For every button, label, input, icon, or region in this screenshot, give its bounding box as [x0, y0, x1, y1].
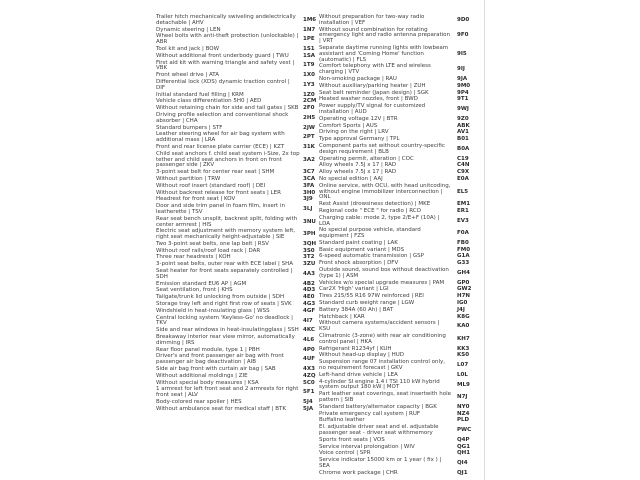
equipment-code: QG1	[457, 443, 471, 450]
equipment-description: Without roof rails/roof load rack | DAR	[156, 247, 261, 254]
table-row	[319, 144, 473, 156]
equipment-description: Vehicles w/o special upgrade measures | PAM	[319, 279, 445, 286]
equipment-description: Comfort telephony with LTE and wireless charging | VTV	[319, 63, 431, 76]
equipment-description: Buffalino leather	[319, 417, 365, 424]
equipment-code: 4L6	[303, 336, 315, 343]
equipment-code: 3LJ	[303, 206, 313, 212]
equipment-code: 4A3	[303, 270, 315, 277]
equipment-code: 5C0	[303, 379, 315, 386]
table-row	[156, 302, 319, 308]
equipment-code: G1A	[457, 253, 470, 260]
equipment-code: NY0	[457, 403, 470, 410]
equipment-description: Standard curb weight range | LGW	[319, 300, 415, 307]
equipment-code: 3FA	[303, 182, 315, 189]
equipment-description: Rest Assist (drowsiness detection) | MKE	[319, 201, 431, 208]
equipment-description: Car2X 'High' variant | LGI	[319, 286, 389, 293]
equipment-description: Dynamic steering | LEN	[156, 26, 221, 33]
equipment-description: Service indicator 15000 km or 1 year ( fix ) | SEA	[319, 457, 442, 469]
equipment-code: 4ZQ	[303, 372, 316, 379]
equipment-code: H7N	[457, 293, 471, 300]
table-row	[156, 113, 319, 125]
equipment-code: 1N7	[303, 26, 316, 33]
equipment-description: Front shock absorption | DFV	[319, 260, 399, 267]
table-row	[156, 132, 319, 144]
equipment-description: Regional code " ECE " for radio | RCO	[319, 207, 421, 214]
equipment-description: Left-hand drive vehicle | LEA	[319, 371, 398, 378]
table-row	[319, 392, 473, 404]
equipment-code: 1T9	[303, 62, 315, 69]
equipment-code: GH4	[457, 269, 470, 276]
table-row	[156, 61, 319, 73]
equipment-description: Without camera systems/accident sensors | KSU	[319, 320, 440, 333]
equipment-description: Rear seat bench unsplit, backrest split, folding with center armrest | HIS	[156, 215, 298, 228]
table-row	[156, 354, 319, 366]
equipment-description: Electric seat adjustment with memory system left, right seat mechanically height-adjustable | SIE	[156, 228, 296, 241]
equipment-description: Leather steering wheel for air bag system with additional mass | LRA	[156, 131, 285, 144]
equipment-description: Side and rear windows in heat-insulatingglass | SSH	[156, 327, 299, 334]
equipment-description: Differential lock (XDS) dynamic traction control | DIF	[156, 78, 290, 91]
equipment-code: 3T2	[303, 254, 315, 261]
equipment-description: Front and rear license plate carrier (ECE) | KZT	[156, 143, 285, 150]
equipment-description: Vehicle class differentiation 5H0 | AED	[156, 98, 262, 105]
equipment-description: Driving profile selection and conventional shock absorber | CHA	[156, 111, 289, 124]
equipment-code: PWC	[457, 427, 472, 434]
equipment-description: 3-point seat belt for center rear seat | SHM	[156, 169, 275, 176]
equipment-description: Three rear headrests | KOH	[156, 254, 231, 261]
equipment-code: QH1	[457, 450, 471, 457]
table-row	[156, 184, 319, 190]
equipment-description: Alloy wheels 7.5J x 17 | RAD	[319, 169, 397, 176]
equipment-description: Driver's and front passenger air bag with front passenger air bag deactivation | AIB	[156, 353, 284, 366]
table-row	[319, 458, 473, 470]
equipment-description: Door and side trim panel in foam film, insert in leatherette | TSV	[156, 203, 285, 215]
equipment-code: EM1	[457, 201, 471, 208]
equipment-code: 4G3	[303, 301, 316, 308]
equipment-code: 3J9	[303, 196, 313, 203]
equipment-code: 4X3	[303, 366, 315, 373]
table-row	[156, 400, 319, 406]
equipment-code: PLD	[457, 417, 470, 424]
equipment-code: 3C7	[303, 169, 315, 176]
equipment-code: J4J	[457, 306, 465, 313]
equipment-description: 3-point seat belts, outer rear with ECE label | SHA	[156, 261, 294, 268]
equipment-description: Emission standard EU6 AP | AGM	[156, 280, 247, 287]
equipment-code: QI4	[457, 460, 468, 467]
equipment-description: El. adjustable driver seat and el. adjustable passenger seat - driver seat withmemory	[319, 424, 439, 436]
equipment-description: Operating voltage 12V | BTR	[319, 115, 398, 122]
table-row	[156, 80, 319, 92]
equipment-code: FM0	[457, 246, 471, 253]
equipment-code: 4P0	[303, 346, 315, 353]
equipment-description: Refrigerant R1234yf | KUH	[319, 345, 392, 352]
table-row	[319, 334, 473, 346]
table-row	[156, 374, 319, 380]
equipment-column-left	[156, 15, 319, 478]
equipment-code: 1X0	[303, 72, 315, 79]
equipment-description: Without retaining chain for side and tail gates | SKB	[156, 105, 299, 112]
table-row	[156, 242, 319, 248]
equipment-code: 4D3	[303, 287, 316, 294]
equipment-description: Tailgate/trunk lid unlocking from outside | SDH	[156, 294, 285, 301]
equipment-code: KA0	[457, 323, 470, 330]
equipment-code: 1Y3	[303, 81, 315, 88]
equipment-code: 5J4	[303, 399, 313, 406]
table-row	[319, 77, 473, 83]
equipment-description: Voice control | SPR	[319, 450, 371, 457]
equipment-description: Charging cable: mode 2, type 2/E+F (10A) | LDA	[319, 214, 440, 227]
table-row	[156, 229, 319, 241]
equipment-description: Without preparation for two-way radio installation | VEF	[319, 14, 425, 26]
table-row	[319, 46, 473, 63]
equipment-code: L0L	[457, 371, 468, 378]
table-row	[156, 54, 319, 60]
equipment-description: Central locking system 'Keyless-Go' no deadlock | TKV	[156, 314, 294, 327]
equipment-code: 9P4	[457, 89, 469, 96]
table-row	[319, 405, 473, 411]
equipment-code: 3NU	[303, 218, 316, 225]
equipment-description: Seat ventilation, front | KHS	[156, 287, 233, 294]
table-row	[156, 407, 319, 413]
table-row	[319, 228, 473, 240]
equipment-description: Alloy wheels 7.5J x 17 | RAD	[319, 162, 397, 169]
equipment-code: 9JA	[457, 75, 468, 82]
equipment-description: First aid kit with warning triangle and safety vest | VBK	[156, 59, 295, 72]
equipment-description: Type approval Germany | TPL	[319, 136, 400, 143]
equipment-code: L07	[457, 362, 469, 369]
equipment-description: Sports front seats | VOS	[319, 436, 385, 443]
equipment-description: No special edition | AAJ	[319, 175, 383, 182]
equipment-description: Non-smoking package | RAU	[319, 75, 397, 82]
equipment-code: G33	[457, 260, 470, 267]
equipment-code: ABK	[457, 122, 470, 129]
equipment-description: Child seat anchors f. child seat system i-Size, 2x top tether and child seat anchors in front on front passenger side | ZKV	[156, 150, 300, 169]
table-row	[319, 380, 473, 392]
equipment-code: 4GF	[303, 307, 316, 314]
equipment-description: 4-cylinder SI engine 1.4 l TSI 110 kW hybrid system output 180 kW | MOT	[319, 378, 440, 391]
equipment-description: Without additional moldings | ZIE	[156, 372, 248, 379]
equipment-table	[156, 15, 473, 478]
equipment-code: B01	[457, 136, 469, 143]
equipment-code: 3S0	[303, 247, 315, 254]
equipment-description: Front wheel drive | ATA	[156, 72, 219, 79]
equipment-code: 9I5	[457, 50, 467, 57]
equipment-description: Breakaway interior rear view mirror, automatically dimming | IRS	[156, 334, 295, 346]
equipment-code: AV1	[457, 129, 469, 136]
table-row	[319, 15, 473, 27]
equipment-description: Two 3-point seat belts, one lap belt | RSV	[156, 240, 269, 247]
equipment-code: EL5	[457, 188, 469, 195]
table-row	[319, 438, 473, 444]
equipment-description: Comfort Sports | AUS	[319, 122, 378, 129]
equipment-description: Standard paint coating | LAK	[319, 239, 398, 246]
equipment-code: 4KC	[303, 327, 315, 334]
equipment-description: Basic equipment variant | MDS	[319, 246, 405, 253]
equipment-code: 3CA	[303, 175, 316, 182]
equipment-code: 1PE	[303, 36, 315, 43]
table-row	[156, 145, 319, 151]
equipment-code: 9F0	[457, 32, 469, 39]
equipment-code: 3ZU	[303, 261, 316, 268]
equipment-description: Side air bag front with curtain air bag | SAB	[156, 366, 276, 373]
equipment-description: Operating permit, alteration | COC	[319, 155, 414, 162]
table-row	[156, 47, 319, 53]
equipment-description: Standard bumpers | STF	[156, 124, 223, 131]
equipment-description: Part leather seat coverings, seat insertwith hole pattern | SIB	[319, 391, 451, 404]
equipment-description: 1 armrest for left front seat and 2 armrests for right front seat | ALV	[156, 386, 299, 399]
equipment-code: 3QH	[303, 240, 317, 247]
equipment-description: Windshield in heat-insulating glass | WSS	[156, 307, 270, 314]
table-row	[319, 360, 473, 372]
equipment-description: Component parts set without country-specific design requirement | BLB	[319, 142, 445, 155]
equipment-description: Without special body measures | KSA	[156, 379, 259, 386]
equipment-description: Headrest for front seat | KOV	[156, 196, 236, 203]
equipment-description: Tires 215/55 R16 97W reinforced | REI	[319, 293, 424, 300]
equipment-description: Driving on the right | LRV	[319, 129, 389, 136]
table-row	[319, 177, 473, 183]
table-row	[319, 321, 473, 333]
table-row	[156, 309, 319, 315]
equipment-code: 9Z0	[457, 115, 469, 122]
equipment-description: Without roof insert (standard roof) | DEI	[156, 182, 266, 189]
equipment-description: Standard battery/alternator capacity | BGK	[319, 403, 437, 410]
equipment-code: Q4P	[457, 436, 470, 443]
equipment-code: 4E0	[303, 294, 315, 301]
equipment-description: Wheel bolts with anti-theft protection (unlockable) | ABR	[156, 33, 299, 46]
equipment-code: GW2	[457, 286, 472, 293]
equipment-description: Without sound combination for rotating emergency light and radio antenna preparation | VRT	[319, 26, 451, 45]
table-row	[319, 28, 473, 45]
equipment-code: FB0	[457, 239, 469, 246]
table-row	[156, 217, 319, 229]
equipment-description: Without ambulance seat for medical staff | BTK	[156, 405, 287, 412]
equipment-code: 3H0	[303, 189, 316, 196]
equipment-code: 2PT	[303, 134, 315, 141]
equipment-code: KK3	[457, 345, 470, 352]
equipment-code: 1SA	[303, 52, 316, 59]
equipment-description: Seat heater for front seats separately controlled | SDH	[156, 268, 293, 280]
table-row	[156, 335, 319, 347]
equipment-description: Power supply/TV signal for customized installation | AUD	[319, 103, 426, 115]
equipment-code: KH7	[457, 335, 470, 342]
equipment-code: K8G	[457, 313, 470, 320]
table-row	[319, 425, 473, 437]
equipment-description: Chrome work package | CHR	[319, 469, 398, 476]
table-row	[319, 84, 473, 90]
equipment-description: Online service, with OCU, with head unitcoding, without engine immobilizer interconnection | ONL	[319, 182, 451, 201]
table-row	[319, 268, 473, 280]
equipment-code: 1Z0	[303, 91, 315, 98]
equipment-code: 9WJ	[457, 106, 469, 113]
equipment-description: Storage tray left and right first row of seats | SVK	[156, 301, 292, 308]
equipment-code: 9IJ	[457, 66, 465, 73]
equipment-description: Tool kit and jack | BOW	[156, 45, 220, 52]
equipment-description: Hatchback | KAR	[319, 313, 365, 320]
equipment-code: 3A2	[303, 156, 315, 163]
equipment-description: Without partition | TRW	[156, 175, 221, 182]
equipment-description: 6-speed automatic transmission | GSP	[319, 253, 424, 260]
equipment-code: 3PH	[303, 231, 316, 238]
equipment-description: Separate daytime running lights with lowbeam assistant and 'Coming Home' function (automatic) | FLS	[319, 44, 449, 63]
equipment-description: Rear floor panel module, type 1 | PBH	[156, 346, 260, 353]
equipment-code: E0A	[457, 175, 469, 182]
equipment-code: 2H5	[303, 114, 316, 121]
equipment-code: KS0	[457, 352, 470, 359]
equipment-description: Without backrest release for front seats | LER	[156, 189, 281, 196]
table-row	[319, 301, 473, 307]
equipment-code: 1M6	[303, 16, 317, 23]
table-row	[156, 316, 319, 328]
table-row	[319, 216, 473, 228]
equipment-code: 2CM	[303, 98, 317, 105]
equipment-code: NZ4	[457, 410, 470, 417]
equipment-description: Seat belt reminder (Japan design) | SGK	[319, 89, 429, 96]
table-row	[319, 471, 473, 477]
equipment-code: 2JW	[303, 124, 315, 131]
equipment-code: ML9	[457, 381, 470, 388]
page-divider-line	[484, 0, 485, 480]
table-row	[156, 15, 319, 27]
equipment-code: EV3	[457, 217, 469, 224]
equipment-description: Trailer hitch mechanically swiveling andelectrically detachable | AHV	[156, 14, 296, 26]
equipment-code: 9D0	[457, 16, 470, 23]
equipment-code: 2F0	[303, 105, 315, 112]
equipment-code: 9T1	[457, 96, 469, 103]
table-row	[156, 387, 319, 399]
table-row	[319, 308, 473, 314]
equipment-description: Without head-up display | HUD	[319, 352, 404, 359]
equipment-description: Outside sound, sound box without deactivation (type 1) | ASM	[319, 267, 449, 279]
equipment-code: ER1	[457, 207, 469, 214]
table-row	[319, 241, 473, 247]
equipment-code: 4I7	[303, 317, 313, 324]
equipment-description: No special purpose vehicle, standard equipment | FZS	[319, 227, 421, 240]
equipment-column-right	[319, 15, 473, 478]
equipment-code: 9M0	[457, 82, 471, 89]
equipment-description: Climatronic (3-zone) with rear air conditioning control panel | HKA	[319, 333, 446, 345]
equipment-description: Body-colored rear spoiler | HES	[156, 399, 242, 406]
table-row	[156, 204, 319, 216]
equipment-description: Heated washer nozzles, front | BWD	[319, 96, 418, 103]
equipment-code: C9X	[457, 169, 470, 176]
equipment-description: Without auxiliary/parking heater | ZUH	[319, 82, 426, 89]
equipment-description: Private emergency call system | RUF	[319, 410, 421, 417]
table-row	[156, 34, 319, 46]
equipment-description: Service interval prolongation | WIV	[319, 443, 415, 450]
equipment-code: 1S1	[303, 45, 315, 52]
table-row	[319, 184, 473, 201]
equipment-code: F0A	[457, 230, 469, 237]
equipment-code: IG0	[457, 300, 468, 307]
equipment-code: 31K	[303, 143, 315, 150]
equipment-description: Without additional front underbody guard | TWU	[156, 52, 289, 59]
table-row	[319, 209, 473, 215]
equipment-code: C19	[457, 155, 469, 162]
equipment-code: GP0	[457, 279, 470, 286]
equipment-code: C4N	[457, 162, 470, 169]
equipment-code: N7J	[457, 394, 468, 401]
equipment-description: Suspension range 07 installation control only, no requirement forecast | GKV	[319, 359, 445, 372]
equipment-code: B0A	[457, 145, 470, 152]
equipment-code: 5F1	[303, 389, 315, 396]
table-row	[319, 117, 473, 123]
equipment-description: Initial standard fuel filling | KRM	[156, 91, 244, 98]
table-row	[156, 177, 319, 183]
table-row	[156, 152, 319, 169]
equipment-code: QJ1	[457, 469, 468, 476]
table-row	[156, 367, 319, 373]
equipment-code: 5JA	[303, 405, 314, 412]
equipment-description: Battery 384A (60 Ah) | BAT	[319, 306, 394, 313]
table-row	[319, 373, 473, 379]
equipment-code: 4UF	[303, 356, 316, 363]
table-row	[319, 64, 473, 76]
equipment-code: 4B2	[303, 280, 315, 287]
table-row	[319, 104, 473, 116]
table-row	[156, 269, 319, 281]
